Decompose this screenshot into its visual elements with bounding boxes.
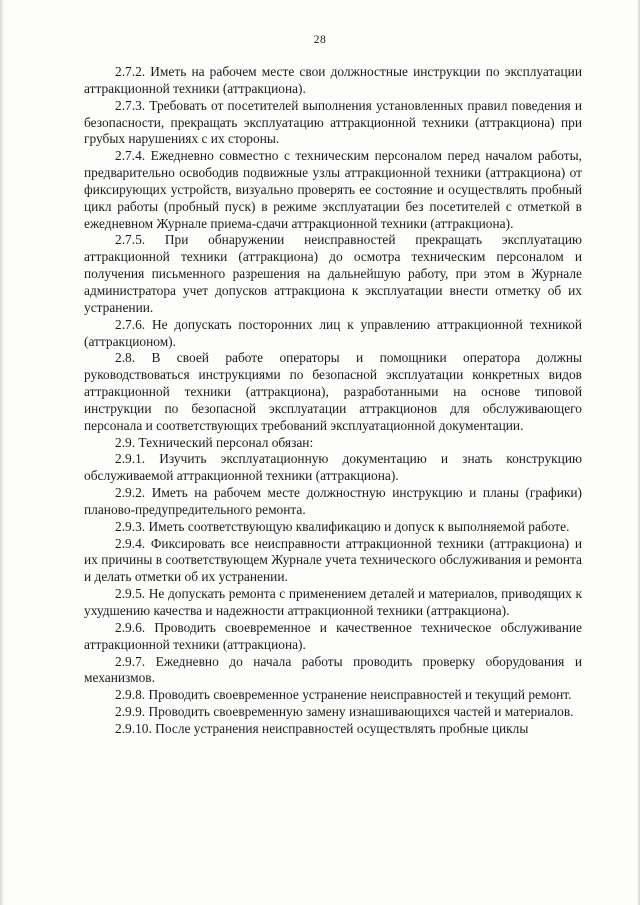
paragraph-2-9-7: 2.9.7. Ежедневно до начала работы проводить проверку оборудования и механизмов. (84, 653, 582, 686)
paragraph-2-9-10: 2.9.10. После устранения неисправностей осуществлять пробные циклы (115, 720, 529, 736)
page-number: 28 (313, 34, 327, 46)
paragraph-2-7-3: 2.7.3. Требовать от посетителей выполнения установленных правил поведения и безопасности, прекращать эксплуатацию аттракционной техники (аттракциона) при грубых нарушениях с их стороны. (84, 97, 582, 147)
paragraph-2-9: 2.9. Технический персонал обязан: (115, 434, 314, 450)
paragraph-2-7-4: 2.7.4. Ежедневно совместно с техническим персоналом перед началом работы, предварительно освободив подвижные узлы аттракционной техники (аттракциона) от фиксирующих устройств, визуально проверять ее состояние и осуществлять пробный цикл работы (пробный пуск) в режиме эксплуатации без посетителей с отметкой в ежедневном Журнале приема-сдачи аттракционной техники (аттракциона). (84, 148, 582, 231)
paragraph-2-9-9: 2.9.9. Проводить своевременную замену изнашивающихся частей и материалов. (115, 704, 574, 720)
paragraph-2-9-2: 2.9.2. Иметь на рабочем месте должностную инструкцию и планы (графики) планово-предупредительного ремонта. (84, 485, 582, 517)
paragraph-2-7-2: 2.7.2. Иметь на рабочем месте свои должностные инструкции по эксплуатации аттракционной техники (аттракциона). (84, 64, 582, 96)
paragraph-2-9-3: 2.9.3. Иметь соответствующую квалификацию и допуск к выполняемой работе. (115, 518, 570, 534)
paragraph-2-9-4: 2.9.4. Фиксировать все неисправности аттракционной техники (аттракциона) и их причины в соответствующем Журнале учета технического обслуживания и ремонта и делать отметки об их устранении. (84, 535, 582, 585)
paragraph-2-7-5: 2.7.5. При обнаружении неисправностей прекращать эксплуатацию аттракционной техники (аттракциона) до осмотра техническим персоналом и получения письменного разрешения на дальнейшую работу, при этом в Журнале администратора учет допусков аттракциона к эксплуатации внести отметку об их устранении. (84, 232, 582, 315)
paragraph-2-9-6: 2.9.6. Проводить своевременное и качественное техническое обслуживание аттракционной техники (аттракциона). (84, 619, 582, 652)
paragraph-2-9-1: 2.9.1. Изучить эксплуатационную документацию и знать конструкцию обслуживаемой аттракционной техники (аттракциона). (84, 451, 582, 484)
scan-edge-left (0, 0, 4, 905)
document-body (84, 64, 582, 738)
paragraph-2-7-6: 2.7.6. Не допускать посторонних лиц к управлению аттракционной техникой (аттракционом). (84, 316, 582, 349)
paragraph-2-8: 2.8. В своей работе операторы и помощники оператора должны руководствоваться инструкциями по безопасной эксплуатации конкретных видов аттракционной техники (аттракциона), разработанными на основе типовой инструкции по безопасной эксплуатации аттракционов для обслуживающего персонала и соответствующих требований эксплуатационной документации. (84, 350, 582, 433)
paragraph-2-9-5: 2.9.5. Не допускать ремонта с применением деталей и материалов, приводящих к ухудшению качества и надежности аттракционной техники (аттракциона). (84, 586, 582, 618)
paragraph-2-9-8: 2.9.8. Проводить своевременное устранение неисправностей и текущий ремонт. (115, 687, 572, 703)
